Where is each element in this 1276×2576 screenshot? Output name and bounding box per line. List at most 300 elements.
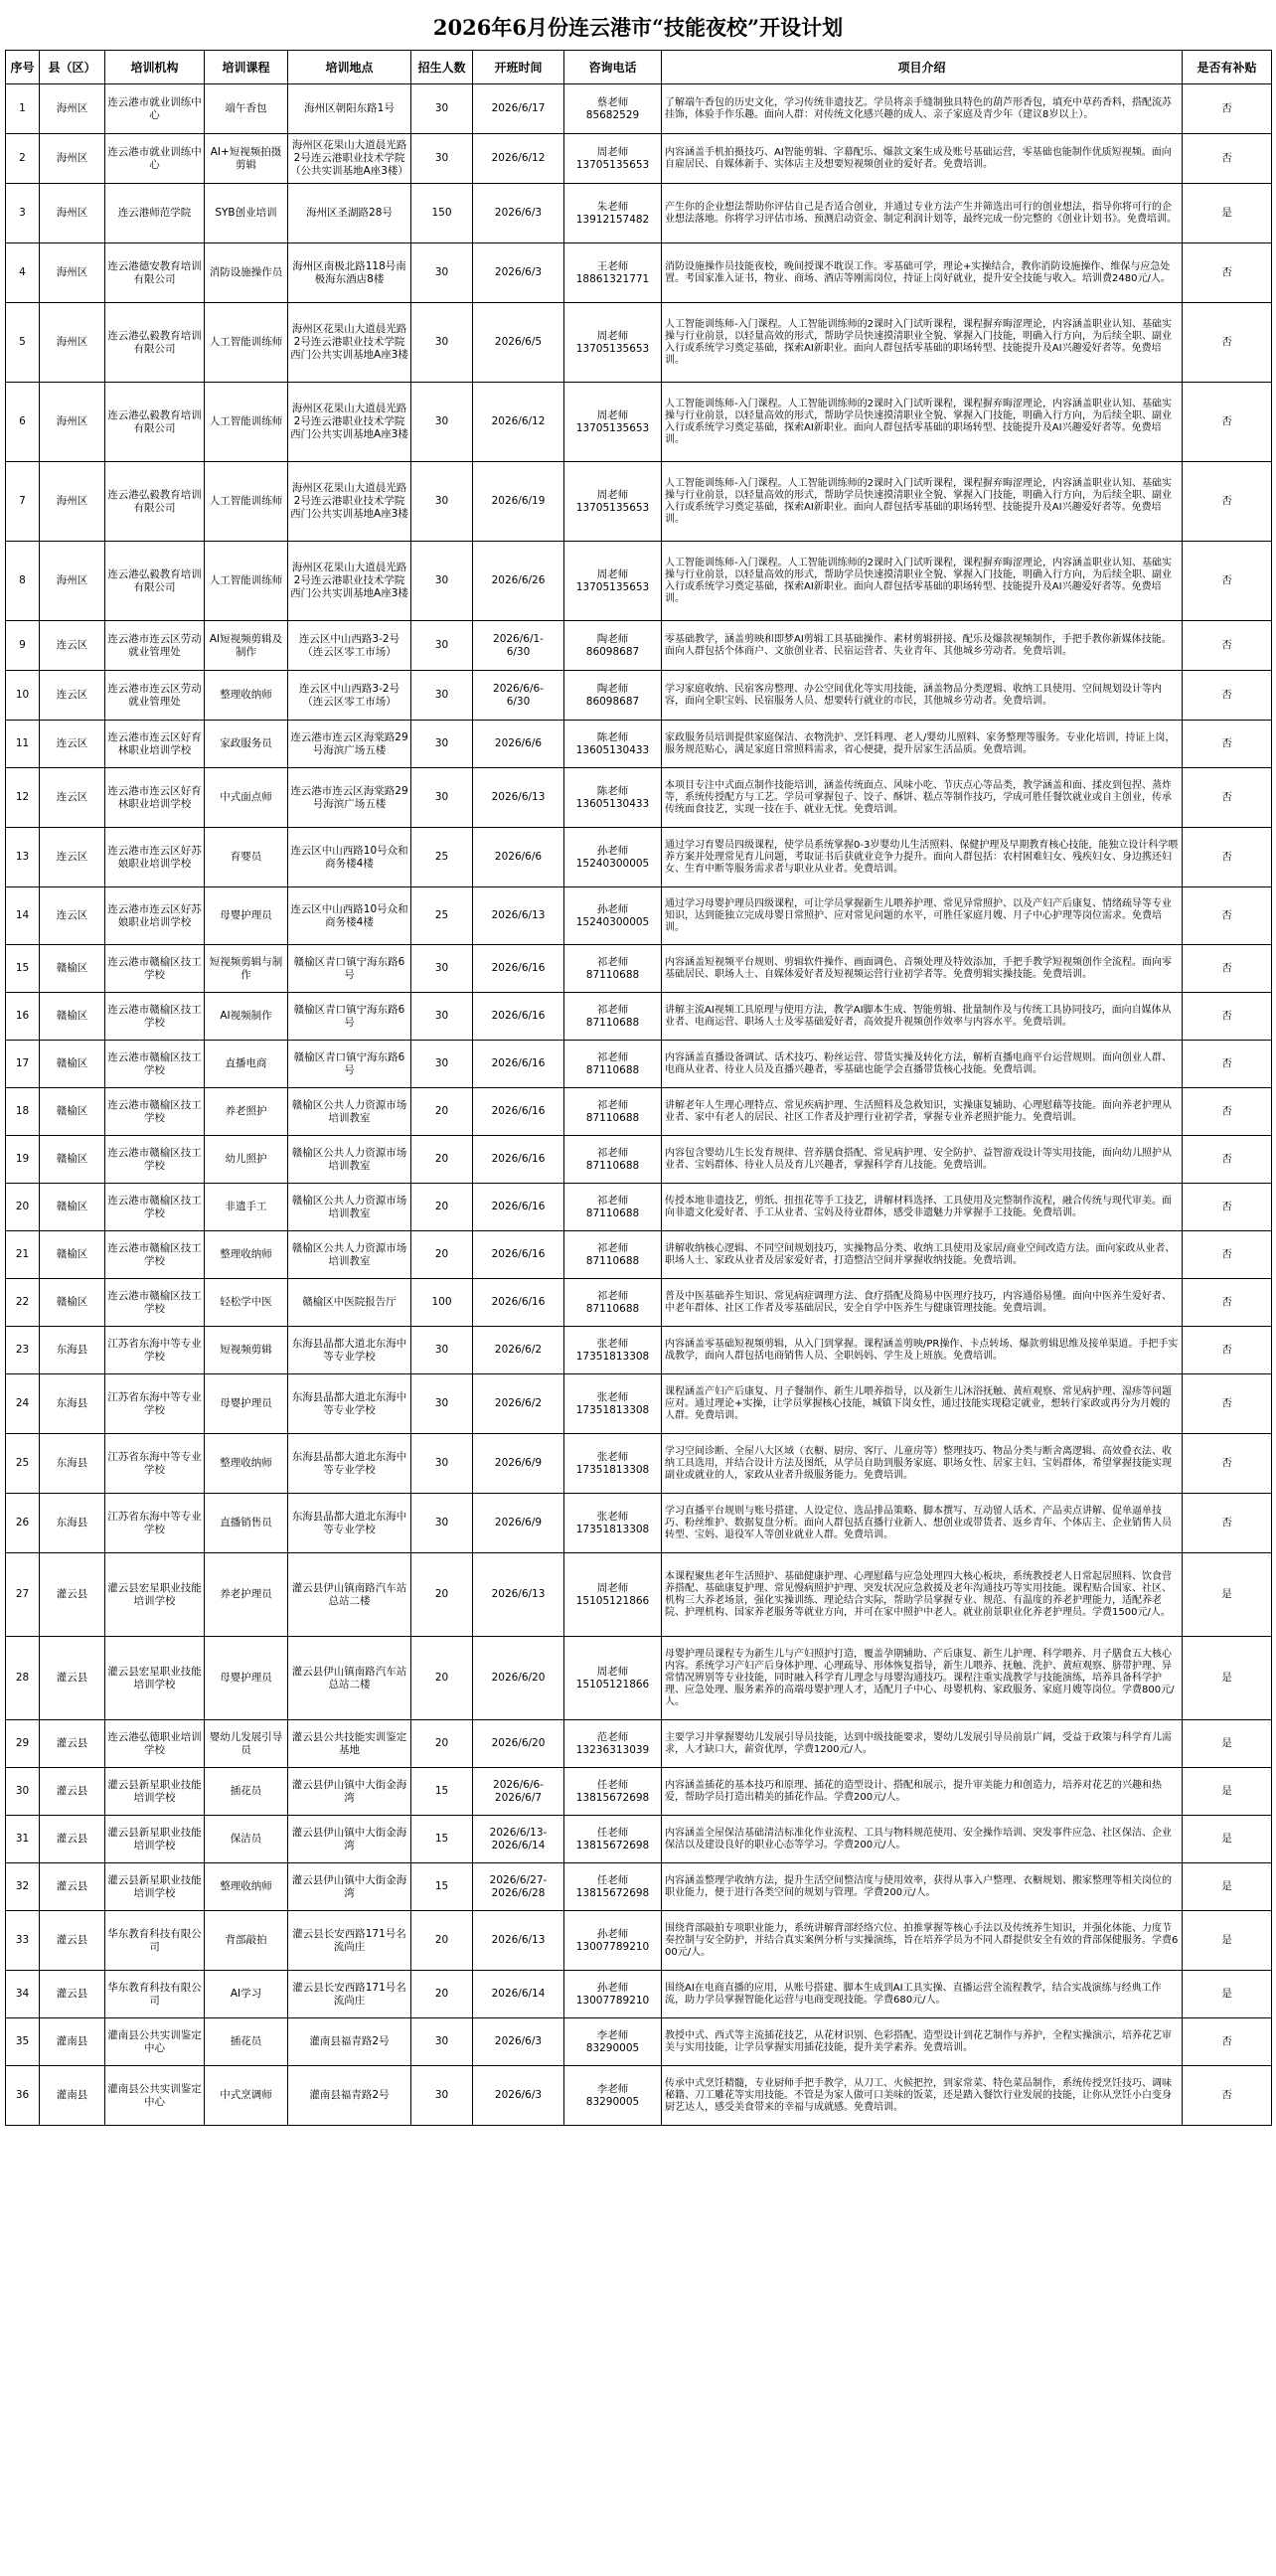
cell-description: 人工智能训练师-入门课程。人工智能训练师的2课时入门试听课程，课程摒弃晦涩理论，内容涵盖职业认知、基础实操与行业前景，以轻量高效的形式，帮助学员快速摸清职业全貌、掌握入门技能，明确入行方向，为后续全职、副业入行或系统学习奠定基础，探索AI新职业。面向人群包括零基础的职场转型、技能提升及AI兴趣爱好者等。免费培训。: [662, 383, 1183, 462]
cell-contact: 张老师 17351813308: [564, 1434, 662, 1494]
cell-subsidy: 否: [1183, 1041, 1272, 1088]
cell-contact: 周老师 15105121866: [564, 1553, 662, 1637]
cell-index: 3: [6, 184, 40, 243]
cell-district: 灌云县: [40, 1768, 105, 1816]
cell-description: 通过学习育婴员四级课程，使学员系统掌握0-3岁婴幼儿生活照料、保健护理及早期教育核心技能，能独立设计科学喂养方案并处理常见育儿问题，考取证书后获就业竞争力提升。面向人群包括：农村困难妇女、残疾妇女、身边携还妇女、生育中断等服务需求者与职业从业者。免费培训。: [662, 828, 1183, 887]
header-cell: 培训课程: [205, 51, 288, 84]
cell-description: 了解端午香包的历史文化，学习传统非遗技艺。学员将亲手缝制独具特色的葫芦形香包，填充中草药香料，搭配流苏挂饰，体验手作乐趣。面向人群：对传统文化感兴趣的成人、亲子家庭及青少年（建议8岁以上）。: [662, 84, 1183, 134]
cell-district: 连云区: [40, 887, 105, 945]
cell-institution: 连云港市赣榆区技工学校: [105, 993, 205, 1041]
cell-contact: 任老师 13815672698: [564, 1768, 662, 1816]
cell-location: 灌云县长安西路171号名流尚庄: [288, 1911, 411, 1971]
cell-description: 消防设施操作员技能夜校，晚间授课不耽误工作。零基础可学，理论+实操结合，教你消防设施操作、维保与应急处置。考国家准入证书，物业、商场、酒店等刚需岗位，持证上岗好就业，提升安全技能与收入。培训费2480元/人。: [662, 243, 1183, 303]
cell-description: 普及中医基础养生知识、常见病症调理方法、食疗搭配及简易中医理疗技巧，内容通俗易懂。面向中医养生爱好者、中老年群体、社区工作者及零基础居民，安全自学中医养生与健康管理技能。免费培训。: [662, 1279, 1183, 1327]
cell-description: 课程涵盖产妇产后康复、月子餐制作、新生儿喂养指导，以及新生儿沐浴抚触、黄疸观察、常见病护理、湿疹等问题应对。通过理论+实操，让学员掌握核心技能，城镇下岗女性，通过技能实现稳定就业，想转行家政或再分为月嫂的人群。免费培训。: [662, 1374, 1183, 1434]
cell-contact: 任老师 13815672698: [564, 1863, 662, 1911]
cell-district: 赣榆区: [40, 1136, 105, 1184]
cell-district: 灌南县: [40, 2018, 105, 2066]
cell-institution: 连云港市赣榆区技工学校: [105, 1088, 205, 1136]
cell-start-date: 2026/6/2: [473, 1327, 564, 1374]
cell-course: 人工智能训练师: [205, 303, 288, 383]
table-row: [6, 1088, 1272, 1136]
cell-district: 连云区: [40, 721, 105, 768]
cell-enrollment: 20: [411, 1136, 473, 1184]
cell-description: 零基础教学，涵盖剪映和即梦AI剪辑工具基础操作、素材剪辑拼接、配乐及爆款视频制作，手把手教你新媒体技能。面向人群包括个体商户、文旅创业者、民宿运营者、失业青年、其他城乡劳动者。免费培训。: [662, 621, 1183, 671]
cell-description: 内容涵盖直播设备调试、话术技巧、粉丝运营、带货实操及转化方法，解析直播电商平台运营规则。面向创业人群、电商从业者、待业人员及直播兴趣者，零基础也能学会直播带货核心技能。免费培训。: [662, 1041, 1183, 1088]
cell-location: 连云区中山西路10号众和商务楼4楼: [288, 887, 411, 945]
cell-subsidy: 否: [1183, 1231, 1272, 1279]
cell-enrollment: 30: [411, 768, 473, 828]
cell-enrollment: 30: [411, 303, 473, 383]
cell-location: 灌云县长安西路171号名流尚庄: [288, 1971, 411, 2018]
cell-enrollment: 30: [411, 134, 473, 184]
cell-district: 东海县: [40, 1374, 105, 1434]
cell-district: 赣榆区: [40, 1279, 105, 1327]
cell-institution: 连云港市赣榆区技工学校: [105, 1279, 205, 1327]
cell-course: 插花员: [205, 2018, 288, 2066]
cell-subsidy: 否: [1183, 887, 1272, 945]
cell-index: 6: [6, 383, 40, 462]
cell-enrollment: 30: [411, 542, 473, 621]
cell-contact: 范老师 13236313039: [564, 1720, 662, 1768]
cell-description: 传承中式烹饪精髓，专业厨师手把手教学，从刀工、火候把控，到家常菜、特色菜品制作，系统传授烹饪技巧、调味秘籍、刀工雕花等实用技能。不管是为家人做可口美味的饭菜，还是踏入餐饮行业发展的技能，让你从烹饪小白变身厨艺达人，感受美食带来的幸福与成就感。免费培训。: [662, 2066, 1183, 2126]
cell-location: 灌南县福青路2号: [288, 2018, 411, 2066]
cell-description: 传授本地非遗技艺，剪纸、扭扭花等手工技艺，讲解材料选择、工具使用及完整制作流程，融合传统与现代审美。面向非遗文化爱好者、手工从业者、宝妈及待业群体，感受非遗魅力并掌握手工技能。免费培训。: [662, 1184, 1183, 1231]
cell-enrollment: 30: [411, 721, 473, 768]
cell-district: 连云区: [40, 768, 105, 828]
table-row: [6, 1816, 1272, 1863]
cell-enrollment: 30: [411, 1041, 473, 1088]
table-row: [6, 945, 1272, 993]
cell-course: 养老照护: [205, 1088, 288, 1136]
cell-description: 内容涵盖全屋保洁基础清洁标准化作业流程、工具与物料规范使用、安全操作培训、突发事件应急、社区保洁、企业保洁以及建设良好的职业心态等学习。学费200元/人。: [662, 1816, 1183, 1863]
cell-district: 灌云县: [40, 1971, 105, 2018]
cell-course: 整理收纳师: [205, 1863, 288, 1911]
cell-enrollment: 30: [411, 621, 473, 671]
cell-district: 赣榆区: [40, 945, 105, 993]
cell-institution: 灌南县公共实训鉴定中心: [105, 2018, 205, 2066]
cell-index: 31: [6, 1816, 40, 1863]
cell-district: 东海县: [40, 1434, 105, 1494]
cell-location: 连云区中山西路10号众和商务楼4楼: [288, 828, 411, 887]
cell-enrollment: 20: [411, 1184, 473, 1231]
cell-index: 20: [6, 1184, 40, 1231]
cell-contact: 祁老师 87110688: [564, 945, 662, 993]
cell-start-date: 2026/6/16: [473, 1041, 564, 1088]
cell-index: 27: [6, 1553, 40, 1637]
cell-contact: 李老师 83290005: [564, 2066, 662, 2126]
cell-location: 赣榆区公共人力资源市场培训教室: [288, 1136, 411, 1184]
table-row: [6, 1637, 1272, 1720]
cell-index: 18: [6, 1088, 40, 1136]
cell-index: 22: [6, 1279, 40, 1327]
cell-subsidy: 否: [1183, 1136, 1272, 1184]
cell-subsidy: 否: [1183, 1374, 1272, 1434]
cell-institution: 连云港市就业训练中心: [105, 134, 205, 184]
cell-start-date: 2026/6/5: [473, 303, 564, 383]
cell-location: 灌云县伊山镇南路汽车站总站二楼: [288, 1637, 411, 1720]
header-cell: 咨询电话: [564, 51, 662, 84]
cell-institution: 灌云县宏星职业技能培训学校: [105, 1637, 205, 1720]
cell-district: 赣榆区: [40, 993, 105, 1041]
table-row: [6, 2018, 1272, 2066]
cell-description: 内容涵盖手机拍摄技巧、AI智能剪辑、字幕配乐、爆款文案生成及账号基础运营，零基础也能制作优质短视频。面向自雇居民、自媒体新手、实体店主及想要短视频创业的爱好者。免费培训。: [662, 134, 1183, 184]
cell-start-date: 2026/6/9: [473, 1494, 564, 1553]
cell-location: 连云港市连云区海棠路29号海滨广场五楼: [288, 721, 411, 768]
cell-subsidy: 否: [1183, 768, 1272, 828]
cell-enrollment: 15: [411, 1768, 473, 1816]
cell-enrollment: 30: [411, 671, 473, 721]
cell-contact: 祁老师 87110688: [564, 1279, 662, 1327]
table-row: [6, 993, 1272, 1041]
cell-contact: 孙老师 13007789210: [564, 1911, 662, 1971]
cell-start-date: 2026/6/16: [473, 945, 564, 993]
cell-start-date: 2026/6/26: [473, 542, 564, 621]
cell-start-date: 2026/6/20: [473, 1637, 564, 1720]
cell-course: 短视频剪辑与制作: [205, 945, 288, 993]
cell-course: AI+短视频拍摄剪辑: [205, 134, 288, 184]
cell-district: 灌云县: [40, 1911, 105, 1971]
cell-enrollment: 20: [411, 1720, 473, 1768]
cell-index: 19: [6, 1136, 40, 1184]
cell-district: 灌云县: [40, 1553, 105, 1637]
cell-district: 赣榆区: [40, 1184, 105, 1231]
header-cell: 培训机构: [105, 51, 205, 84]
header-cell: 培训地点: [288, 51, 411, 84]
cell-start-date: 2026/6/12: [473, 134, 564, 184]
cell-location: 灌南县福青路2号: [288, 2066, 411, 2126]
cell-subsidy: 否: [1183, 721, 1272, 768]
cell-location: 海州区花果山大道晨光路2号连云港职业技术学院（公共实训基地A座3楼）: [288, 134, 411, 184]
cell-contact: 孙老师 13007789210: [564, 1971, 662, 2018]
cell-subsidy: 否: [1183, 1184, 1272, 1231]
cell-course: 非遗手工: [205, 1184, 288, 1231]
cell-course: 人工智能训练师: [205, 542, 288, 621]
table-row: [6, 2066, 1272, 2126]
table-body: [6, 84, 1272, 2126]
cell-contact: 朱老师 13912157482: [564, 184, 662, 243]
cell-location: 连云港市连云区海棠路29号海滨广场五楼: [288, 768, 411, 828]
cell-contact: 周老师 13705135653: [564, 542, 662, 621]
cell-start-date: 2026/6/6- 6/30: [473, 671, 564, 721]
cell-subsidy: 否: [1183, 671, 1272, 721]
cell-start-date: 2026/6/13: [473, 1911, 564, 1971]
cell-course: SYB创业培训: [205, 184, 288, 243]
cell-institution: 连云港市连云区劳动就业管理处: [105, 621, 205, 671]
cell-district: 海州区: [40, 383, 105, 462]
cell-start-date: 2026/6/16: [473, 1136, 564, 1184]
table-row: [6, 383, 1272, 462]
cell-course: 保洁员: [205, 1816, 288, 1863]
cell-course: 消防设施操作员: [205, 243, 288, 303]
cell-district: 东海县: [40, 1327, 105, 1374]
cell-course: 人工智能训练师: [205, 383, 288, 462]
cell-description: 产生你的企业想法帮助你评估自己是否适合创业，并通过专业方法产生并筛选出可行的创业想法，指导你将可行的企业想法落地。你将学习评估市场、预测启动资金、制定利润计划等，最终完成一份完整的《创业计划书》。免费培训。: [662, 184, 1183, 243]
cell-enrollment: 30: [411, 2018, 473, 2066]
cell-district: 海州区: [40, 243, 105, 303]
cell-district: 海州区: [40, 134, 105, 184]
cell-description: 人工智能训练师-入门课程。人工智能训练师的2课时入门试听课程，课程摒弃晦涩理论，内容涵盖职业认知、基础实操与行业前景，以轻量高效的形式，帮助学员快速摸清职业全貌、掌握入门技能，明确入行方向，为后续全职、副业入行或系统学习奠定基础，探索AI新职业。面向人群包括零基础的职场转型、技能提升及AI兴趣爱好者等。免费培训。: [662, 542, 1183, 621]
table-row: [6, 1720, 1272, 1768]
cell-enrollment: 25: [411, 887, 473, 945]
cell-subsidy: 否: [1183, 383, 1272, 462]
cell-district: 海州区: [40, 303, 105, 383]
cell-subsidy: 否: [1183, 945, 1272, 993]
cell-subsidy: 是: [1183, 1863, 1272, 1911]
cell-start-date: 2026/6/3: [473, 243, 564, 303]
table-row: [6, 1971, 1272, 2018]
cell-enrollment: 30: [411, 462, 473, 542]
cell-subsidy: 否: [1183, 1494, 1272, 1553]
cell-start-date: 2026/6/9: [473, 1434, 564, 1494]
cell-district: 海州区: [40, 542, 105, 621]
cell-index: 26: [6, 1494, 40, 1553]
cell-institution: 连云港市连云区劳动就业管理处: [105, 671, 205, 721]
cell-course: 母婴护理员: [205, 887, 288, 945]
cell-enrollment: 20: [411, 1231, 473, 1279]
cell-index: 35: [6, 2018, 40, 2066]
cell-location: 赣榆区公共人力资源市场培训教室: [288, 1088, 411, 1136]
cell-enrollment: 30: [411, 1434, 473, 1494]
cell-description: 通过学习母婴护理员四级课程，可让学员掌握新生儿喂养护理、常见异常照护、以及产妇产后康复、情绪疏导等专业知识，达到能独立完成母婴日常照护、应对常见问题的水平，可胜任家庭月嫂、月子中心护理等岗位需求。免费培训。: [662, 887, 1183, 945]
table-row: [6, 671, 1272, 721]
cell-index: 29: [6, 1720, 40, 1768]
cell-enrollment: 100: [411, 1279, 473, 1327]
cell-contact: 祁老师 87110688: [564, 1184, 662, 1231]
cell-location: 海州区花果山大道晨光路2号连云港职业技术学院西门公共实训基地A座3楼: [288, 542, 411, 621]
cell-contact: 周老师 13705135653: [564, 134, 662, 184]
cell-location: 赣榆区公共人力资源市场培训教室: [288, 1184, 411, 1231]
cell-subsidy: 是: [1183, 1553, 1272, 1637]
page-title: 2026年6月份连云港市“技能夜校”开设计划: [432, 15, 844, 40]
cell-course: 背部敲拍: [205, 1911, 288, 1971]
cell-location: 灌云县公共技能实训鉴定基地: [288, 1720, 411, 1768]
cell-description: 学习家庭收纳、民宿客房整理、办公空间优化等实用技能，涵盖物品分类逻辑、收纳工具使用、空间规划设计等内容，面向全职宝妈、民宿服务人员、想要转行就业的市民，其他城乡劳动者。免费培训。: [662, 671, 1183, 721]
cell-subsidy: 否: [1183, 1327, 1272, 1374]
cell-institution: 连云港市赣榆区技工学校: [105, 1136, 205, 1184]
cell-contact: 陶老师 86098687: [564, 671, 662, 721]
cell-description: 内容涵盖插花的基本技巧和原理、插花的造型设计、搭配和展示，提升审美能力和创造力，培养对花艺的兴趣和热爱，帮助学员打造出精美的插花作品。学费200元/人。: [662, 1768, 1183, 1816]
cell-start-date: 2026/6/16: [473, 1279, 564, 1327]
cell-subsidy: 否: [1183, 2018, 1272, 2066]
cell-district: 连云区: [40, 671, 105, 721]
table-row: [6, 184, 1272, 243]
training-plan-table: [5, 50, 1272, 2126]
cell-contact: 蔡老师 85682529: [564, 84, 662, 134]
cell-start-date: 2026/6/3: [473, 184, 564, 243]
cell-index: 15: [6, 945, 40, 993]
cell-course: 直播销售员: [205, 1494, 288, 1553]
cell-course: AI学习: [205, 1971, 288, 2018]
cell-course: 中式烹调师: [205, 2066, 288, 2126]
cell-description: 家政服务员培训提供家庭保洁、衣物洗护、烹饪料理、老人/婴幼儿照料、家务整理等服务。专业化培训，持证上岗，服务规范贴心，满足家庭日常照料需求，省心便捷，提升居家生活品质。免费培训。: [662, 721, 1183, 768]
cell-contact: 祁老师 87110688: [564, 1136, 662, 1184]
cell-description: 讲解老年人生理心理特点、常见疾病护理、生活照料及急救知识，实操康复辅助、心理慰藉等技能。面向养老护理从业者、家中有老人的居民、社区工作者及护理行业初学者，掌握专业养老照护能力。免费培训。: [662, 1088, 1183, 1136]
cell-index: 32: [6, 1863, 40, 1911]
cell-index: 24: [6, 1374, 40, 1434]
cell-location: 赣榆区青口镇宁海东路6号: [288, 945, 411, 993]
cell-institution: 连云港市连云区好苏娘职业培训学校: [105, 828, 205, 887]
table-row: [6, 1327, 1272, 1374]
cell-subsidy: 否: [1183, 462, 1272, 542]
cell-location: 海州区花果山大道晨光路2号连云港职业技术学院西门公共实训基地A座3楼: [288, 462, 411, 542]
cell-district: 东海县: [40, 1494, 105, 1553]
cell-subsidy: 是: [1183, 1911, 1272, 1971]
header-cell: 县（区）: [40, 51, 105, 84]
cell-enrollment: 20: [411, 1553, 473, 1637]
cell-institution: 连云港市赣榆区技工学校: [105, 1231, 205, 1279]
cell-contact: 祁老师 87110688: [564, 993, 662, 1041]
cell-start-date: 2026/6/6: [473, 721, 564, 768]
cell-institution: 连云港弘毅教育培训有限公司: [105, 303, 205, 383]
cell-contact: 祁老师 87110688: [564, 1231, 662, 1279]
cell-location: 灌云县伊山镇中大街金海湾: [288, 1816, 411, 1863]
header-cell: 招生人数: [411, 51, 473, 84]
cell-institution: 江苏省东海中等专业学校: [105, 1434, 205, 1494]
cell-location: 海州区朝阳东路1号: [288, 84, 411, 134]
cell-enrollment: 30: [411, 1327, 473, 1374]
cell-start-date: 2026/6/13- 2026/6/14: [473, 1816, 564, 1863]
cell-description: 教授中式、西式等主流插花技艺，从花材识别、色彩搭配、造型设计到花艺制作与养护，全程实操演示，培养花艺审美与实用技能，让学员掌握实用插花技能，提升美学素养。免费培训。: [662, 2018, 1183, 2066]
cell-location: 东海县晶都大道北东海中等专业学校: [288, 1434, 411, 1494]
cell-subsidy: 否: [1183, 1279, 1272, 1327]
cell-subsidy: 是: [1183, 1971, 1272, 2018]
cell-district: 灌云县: [40, 1816, 105, 1863]
cell-index: 14: [6, 887, 40, 945]
cell-institution: 连云港德安教育培训有限公司: [105, 243, 205, 303]
cell-index: 10: [6, 671, 40, 721]
cell-district: 灌南县: [40, 2066, 105, 2126]
cell-course: 母婴护理员: [205, 1637, 288, 1720]
cell-district: 连云区: [40, 621, 105, 671]
cell-contact: 周老师 13705135653: [564, 462, 662, 542]
cell-start-date: 2026/6/16: [473, 993, 564, 1041]
cell-start-date: 2026/6/16: [473, 1184, 564, 1231]
cell-description: 围绕AI在电商直播的应用，从账号搭建、脚本生成到AI工具实操、直播运营全流程教学，结合实战演练与经典工作流，助力学员掌握智能化运营与电商变现技能。学费680元/人。: [662, 1971, 1183, 2018]
cell-enrollment: 30: [411, 945, 473, 993]
cell-contact: 陈老师 13605130433: [564, 721, 662, 768]
table-row: [6, 1279, 1272, 1327]
cell-index: 17: [6, 1041, 40, 1088]
cell-course: 整理收纳师: [205, 671, 288, 721]
cell-course: 整理收纳师: [205, 1231, 288, 1279]
table-row: [6, 768, 1272, 828]
cell-course: 端午香包: [205, 84, 288, 134]
table-row: [6, 303, 1272, 383]
cell-subsidy: 否: [1183, 2066, 1272, 2126]
cell-institution: 连云港市连云区好育林职业培训学校: [105, 768, 205, 828]
cell-description: 母婴护理员课程专为新生儿与产妇照护打造，覆盖孕期辅助、产后康复、新生儿护理、科学喂养、月子膳食五大核心内容。系统学习产妇产后身体护理、心理疏导、形体恢复指导，新生儿喂养、抚触、洗护、黄疸观察、脐带护理、异常情况辨别等专业技能，同时融入科学育儿理念与母婴沟通技巧。课程注重实战教学与技能演练，培养具备科学护理、应急处理、服务素养的高端母婴护理人才，适配月子中心、母婴机构、家政服务、家庭月嫂等岗位。学费800元/人。: [662, 1637, 1183, 1720]
cell-subsidy: 否: [1183, 134, 1272, 184]
cell-institution: 灌云县新星职业技能培训学校: [105, 1816, 205, 1863]
cell-location: 赣榆区中医院报告厅: [288, 1279, 411, 1327]
cell-course: 婴幼儿发展引导员: [205, 1720, 288, 1768]
cell-start-date: 2026/6/27- 2026/6/28: [473, 1863, 564, 1911]
cell-description: 讲解主流AI视频工具原理与使用方法，教学AI脚本生成、智能剪辑、批量制作及与传统工具协同技巧，面向自媒体从业者、电商运营、职场人士及零基础爱好者，高效提升视频创作效率与内容水平。免费培训。: [662, 993, 1183, 1041]
cell-start-date: 2026/6/6- 2026/6/7: [473, 1768, 564, 1816]
cell-enrollment: 20: [411, 1637, 473, 1720]
cell-location: 赣榆区青口镇宁海东路6号: [288, 1041, 411, 1088]
table-row: [6, 462, 1272, 542]
cell-contact: 王老师 18861321771: [564, 243, 662, 303]
cell-course: 人工智能训练师: [205, 462, 288, 542]
cell-description: 人工智能训练师-入门课程。人工智能训练师的2课时入门试听课程，课程摒弃晦涩理论，内容涵盖职业认知、基础实操与行业前景，以轻量高效的形式，帮助学员快速摸清职业全貌、掌握入门技能，明确入行方向，为后续全职、副业入行或系统学习奠定基础，探索AI新职业。面向人群包括零基础的职场转型、技能提升及AI兴趣爱好者等。免费培训。: [662, 303, 1183, 383]
cell-location: 赣榆区公共人力资源市场培训教室: [288, 1231, 411, 1279]
cell-index: 12: [6, 768, 40, 828]
cell-start-date: 2026/6/13: [473, 768, 564, 828]
table-row: [6, 828, 1272, 887]
cell-subsidy: 否: [1183, 542, 1272, 621]
cell-subsidy: 否: [1183, 243, 1272, 303]
table-row: [6, 721, 1272, 768]
cell-course: 短视频剪辑: [205, 1327, 288, 1374]
cell-subsidy: 否: [1183, 621, 1272, 671]
cell-start-date: 2026/6/19: [473, 462, 564, 542]
cell-index: 5: [6, 303, 40, 383]
cell-institution: 灌云县新星职业技能培训学校: [105, 1863, 205, 1911]
table-row: [6, 621, 1272, 671]
table-row: [6, 1434, 1272, 1494]
table-row: [6, 1553, 1272, 1637]
cell-contact: 张老师 17351813308: [564, 1327, 662, 1374]
cell-location: 灌云县伊山镇中大街金海湾: [288, 1768, 411, 1816]
cell-start-date: 2026/6/3: [473, 2018, 564, 2066]
cell-course: 幼儿照护: [205, 1136, 288, 1184]
cell-institution: 江苏省东海中等专业学校: [105, 1494, 205, 1553]
cell-institution: 连云港市赣榆区技工学校: [105, 1041, 205, 1088]
cell-subsidy: 否: [1183, 303, 1272, 383]
cell-contact: 任老师 13815672698: [564, 1816, 662, 1863]
table-row: [6, 542, 1272, 621]
cell-index: 36: [6, 2066, 40, 2126]
cell-district: 连云区: [40, 828, 105, 887]
cell-contact: 孙老师 15240300005: [564, 887, 662, 945]
cell-start-date: 2026/6/16: [473, 1231, 564, 1279]
cell-course: 整理收纳师: [205, 1434, 288, 1494]
cell-subsidy: 否: [1183, 993, 1272, 1041]
cell-institution: 连云港市赣榆区技工学校: [105, 945, 205, 993]
cell-district: 海州区: [40, 184, 105, 243]
cell-description: 围绕背部敲拍专项职业能力，系统讲解背部经络穴位、拍推掌握等核心手法以及传统养生知识，并强化体能、力度节奏控制与安全防护，并结合真实案例分析与实操演练，旨在培养学员为不同人群提供安全有效的背部保健服务。学费600元/人。: [662, 1911, 1183, 1971]
cell-index: 30: [6, 1768, 40, 1816]
table-row: [6, 1184, 1272, 1231]
header-cell: 是否有补贴: [1183, 51, 1272, 84]
cell-subsidy: 否: [1183, 1088, 1272, 1136]
cell-description: 人工智能训练师-入门课程。人工智能训练师的2课时入门试听课程，课程摒弃晦涩理论，内容涵盖职业认知、基础实操与行业前景，以轻量高效的形式，帮助学员快速摸清职业全貌、掌握入门技能，明确入行方向，为后续全职、副业入行或系统学习奠定基础，探索AI新职业。面向人群包括零基础的职场转型、技能提升及AI兴趣爱好者等。免费培训。: [662, 462, 1183, 542]
cell-description: 主要学习并掌握婴幼儿发展引导员技能，达到中级技能要求，婴幼儿发展引导员前景广阔，受益于政策与科学育儿需求，人才缺口大，薪资优厚，学费1200元/人。: [662, 1720, 1183, 1768]
cell-enrollment: 20: [411, 1911, 473, 1971]
cell-subsidy: 是: [1183, 1720, 1272, 1768]
cell-index: 28: [6, 1637, 40, 1720]
cell-location: 海州区圣湖路28号: [288, 184, 411, 243]
cell-institution: 连云港弘毅教育培训有限公司: [105, 383, 205, 462]
cell-enrollment: 30: [411, 84, 473, 134]
cell-subsidy: 是: [1183, 184, 1272, 243]
cell-district: 海州区: [40, 84, 105, 134]
cell-course: 家政服务员: [205, 721, 288, 768]
cell-institution: 连云港弘毅教育培训有限公司: [105, 542, 205, 621]
cell-contact: 周老师 15105121866: [564, 1637, 662, 1720]
cell-start-date: 2026/6/3: [473, 2066, 564, 2126]
table-header-row: [6, 51, 1272, 84]
cell-location: 东海县晶都大道北东海中等专业学校: [288, 1327, 411, 1374]
cell-district: 灌云县: [40, 1863, 105, 1911]
cell-district: 灌云县: [40, 1720, 105, 1768]
table-row: [6, 1374, 1272, 1434]
cell-index: 34: [6, 1971, 40, 2018]
cell-course: 直播电商: [205, 1041, 288, 1088]
cell-subsidy: 否: [1183, 84, 1272, 134]
